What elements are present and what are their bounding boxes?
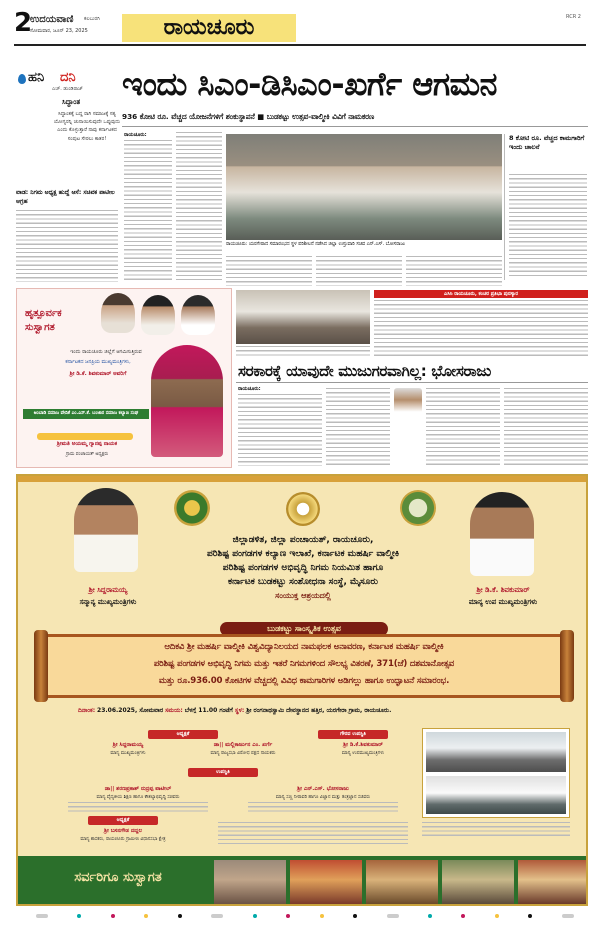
greeting-strip: ಅಂಬಾಡಿ ಸಮಾಜ ವೇದಿಕೆ ಎಂ.ಎಸ್.ಕೆ. ಬಂಜಾರ ಸಮಾಜ ಕಲ್ಯಾಣ ಸಂಘ — [23, 409, 149, 419]
org-line-2: ಪರಿಶಿಷ್ಟ ಪಂಗಡಗಳ ಕಲ್ಯಾಣ ಇಲಾಖೆ, ಕರ್ನಾಟಕ ಮಹರ್ಷಿ ವಾಲ್ಮೀಕಿ — [206, 549, 400, 559]
venue-value: ಶ್ರೀ ರಂಗನಾಥಸ್ವಾಮಿ ದೇವಸ್ಥಾನದ ಹತ್ತಿರ, ಯರಗೇರಾ ಗ್ರಾಮ, ರಾಯಚೂರು. — [246, 707, 392, 714]
p1-name: ಶ್ರೀ ಸಿದ್ದರಾಮಯ್ಯ — [112, 742, 144, 748]
tag-presence: ಉಪಸ್ಥಿತಿ — [188, 768, 258, 777]
strip-photo-3 — [366, 860, 438, 904]
lead-subhead: 936 ಕೋಟಿ ರೂ. ವೆಚ್ಚದ ಯೋಜನೆಗಳಿಗೆ ಶಂಕುಸ್ಥಾಪನೆ ■ ಬುಡಕಟ್ಟು ಉತ್ಸವ-ವಾಲ್ಮೀಕಿ ವಿವಿಗೆ ನಾಮಕರಣ — [122, 112, 375, 121]
strip-photo-2 — [290, 860, 362, 904]
p5-name: ಶ್ರೀ ಎನ್.ಎಸ್. ಭೋಸರಾಜು — [297, 786, 349, 792]
greeting-line-1: ಇಂದು ರಾಯಚೂರು ಜಿಲ್ಲೆಗೆ ಆಗಮಿಸುತ್ತಿರುವ — [70, 349, 142, 355]
page-code: RCR 2 — [566, 14, 581, 20]
lead-body-col-5 — [406, 256, 502, 286]
time-value: ಬೆಳಗ್ಗೆ 11.00 ಗಂಟೆಗೆ — [184, 707, 233, 714]
hani-dani-box — [16, 70, 121, 190]
second-body-col-4 — [504, 388, 588, 466]
greeting-line-3: ಶ್ರೀ ಡಿ.ಕೆ. ಶಿವಕುಮಾರ್ ಅವರಿಗೆ — [69, 371, 127, 377]
festival-banner: ಬುಡಕಟ್ಟು ಸಾಂಸ್ಕೃತಿಕ ಉತ್ಸವ — [220, 622, 388, 636]
leader-photo-1 — [101, 293, 135, 333]
paper-name: ಉದಯವಾಣಿ — [30, 14, 74, 25]
greeting-tag — [37, 433, 133, 440]
lead-body-col-2 — [176, 132, 222, 282]
strip-photo-4 — [442, 860, 514, 904]
p2-name: ಡಾ|| ಮಲ್ಲಿಕಾರ್ಜುನ ಎಂ. ಖರ್ಗೆ — [213, 742, 273, 748]
p4-title: ಮಾನ್ಯ ವೈದ್ಯಕೀಯ ಶಿಕ್ಷಣ ಹಾಗೂ ಕೌಶಲ್ಯಾಭಿವೃದ್ಧಿ ಸಚಿವರು — [96, 795, 180, 800]
p3-name: ಶ್ರೀ ಡಿ.ಕೆ.ಶಿವಕುಮಾರ್ — [343, 742, 383, 748]
poem-title: ಸಿದ್ಧಾಂತ — [62, 98, 81, 106]
dcm-photo — [470, 492, 534, 576]
p6-extra — [218, 822, 408, 844]
event-details — [78, 706, 558, 716]
tag-chief: ಅಧ್ಯಕ್ಷತೆ — [148, 730, 218, 739]
short-story-body — [16, 210, 118, 282]
short-story-headline: ವಾಡ: ನಿಗಮ ಅಧ್ಯಕ್ಷ ಹುದ್ದೆ ಆಸೆ: ಸಚಿವಕ ಪಾಟೀಲ ಆಗ್ರಹ — [16, 189, 115, 205]
dcm-title: ಮಾನ್ಯ ಉಪ ಮುಖ್ಯಮಂತ್ರಿಗಳು — [468, 598, 538, 606]
masthead — [0, 0, 600, 48]
lead-headline: ಇಂದು ಸಿಎಂ-ಡಿಸಿಎಂ-ಖರ್ಗೆ ಆಗಮನ — [122, 65, 497, 103]
big-ad — [16, 474, 588, 906]
second-headline: ಸರಕಾರಕ್ಕೆ ಯಾವುದೇ ಮುಜುಗರವಾಗಿಲ್ಲ: ಭೋಸರಾಜು — [238, 362, 491, 380]
short-story — [16, 188, 118, 284]
registration-marks — [36, 914, 576, 920]
dani-title: ದನಿ — [60, 70, 76, 85]
group-photo-caption — [236, 346, 370, 356]
p5-title: ಮಾನ್ಯ ಸಣ್ಣ ನೀರಾವರಿ ಹಾಗೂ ವಿಜ್ಞಾನ ಮತ್ತು ತಂತ್ರಜ್ಞಾನ ಸಚಿವರು — [275, 795, 371, 800]
second-rule — [236, 382, 588, 383]
leader-photo-2 — [141, 295, 175, 335]
masthead-rule — [14, 44, 586, 46]
second-body-col-3 — [426, 388, 500, 466]
p6-name: ಶ್ರೀ ಬಸನಗೌಡ ದದ್ದಲ — [103, 828, 143, 834]
p1-title: ಮಾನ್ಯ ಮುಖ್ಯಮಂತ್ರಿಗಳು — [110, 751, 146, 756]
lead-body-col-4 — [316, 256, 402, 286]
side-box-body — [509, 174, 587, 276]
p6-title: ಮಾನ್ಯ ಶಾಸಕರು, ರಾಯಚೂರು ಗ್ರಾಮೀಣ ವಿಧಾನಸಭಾ ಕ್ಷೇತ್ರ — [80, 837, 166, 842]
drop-icon — [18, 74, 26, 84]
lead-photo — [226, 134, 502, 240]
strip-photo-1 — [214, 860, 286, 904]
emblem-center-icon — [286, 492, 320, 526]
tag-chair: ಅಧ್ಯಕ್ಷತೆ — [88, 816, 158, 825]
minister-photo — [394, 388, 422, 422]
lead-body-col-1 — [124, 140, 172, 282]
cm-name: ಶ್ರೀ ಸಿದ್ದರಾಮಯ್ಯ — [88, 586, 128, 594]
greeting-line-2: ಕರ್ನಾಟಕದ ಜನಪ್ರಿಯ ಮುಖ್ಯಮಂತ್ರಿಗಳು, — [65, 359, 131, 365]
greeting-ad — [16, 288, 232, 468]
event-photo-2 — [426, 776, 566, 814]
leader-photo-3 — [181, 295, 215, 335]
date-value: 23.06.2025, ಸೋಮವಾರ — [97, 707, 164, 714]
greeting-footer-sub: ಗ್ರಾಮ ಪಂಚಾಯತ್ ಅಧ್ಯಕ್ಷರು — [65, 452, 109, 457]
second-body-col-2 — [326, 388, 390, 466]
lead-photo-caption: ರಾಯಚೂರು: ಯರಗೇರಾದ ಸಮಾರಂಭದ ಸ್ಥಳ ಪರಿಶೀಲನೆ ನಡೆಸಿದ ಜಿಲ್ಲಾ ಉಸ್ತುವಾರಿ ಸಚಿವ ಎನ್.ಎಸ್. ಬೋಸರಾಜು — [226, 242, 406, 247]
hani-title: ಹನಿ — [28, 70, 45, 85]
issue-date: ಸೋಮವಾರ, ಜೂನ್ 23, 2025 — [30, 28, 88, 34]
greeting-title: ಹೃತ್ಪೂರ್ವಕ ಸುಸ್ವಾಗತ — [25, 308, 62, 333]
p4-name: ಡಾ|| ಶರಣಪ್ರಕಾಶ್ ರುದ್ರಪ್ಪ ಪಾಟೀಲ್ — [104, 786, 172, 792]
lead-body-col-3 — [226, 256, 312, 286]
org-line-3: ಪರಿಶಿಷ್ಟ ಪಂಗಡಗಳ ಅಭಿವೃದ್ಧಿ ನಿಗಮ ನಿಯಮಿತ ಹಾಗೂ — [222, 563, 384, 573]
strip-photo-5 — [518, 860, 586, 904]
greeting-footer-name: ಶ್ರೀಮತಿ ಅಯಮ್ಮ ಗ್ಯಾನಪ್ಪ ನಾಯಕ — [56, 441, 118, 447]
woman-photo — [151, 345, 223, 457]
lead-dateline: ರಾಯಚೂರು: — [124, 132, 147, 138]
p2-title: ಮಾನ್ಯ ರಾಜ್ಯಸಭಾ ವಿರೋಧ ಪಕ್ಷದ ನಾಯಕರು — [210, 751, 276, 756]
second-body-col-1 — [238, 394, 322, 466]
venue-label: ಸ್ಥಳ: — [234, 707, 245, 714]
hani-byline: ಎಚ್. ಡುಂಡಿರಾಜ್ — [52, 86, 83, 92]
scroll-line-3: ಮತ್ತು ರೂ.936.00 ಕೋಟಿಗಳ ವೆಚ್ಚದಲ್ಲಿ ವಿವಿಧ ಕಾಮಗಾರಿಗಳ ಅಡಿಗಲ್ಲು ಹಾಗೂ ಉದ್ಘಾಟನೆ ಸಮಾರಂಭ. — [158, 676, 450, 686]
scroll-end-right — [560, 630, 574, 702]
scroll-end-left — [34, 630, 48, 702]
section-banner: ರಾಯಚೂರು — [122, 14, 296, 42]
page-number: 2 — [14, 8, 33, 38]
edition-name: ಕಲಬುರಗಿ — [84, 16, 100, 22]
time-label: ಸಮಯ: — [165, 707, 183, 714]
dcm-name: ಶ್ರೀ ಡಿ.ಕೆ. ಶಿವಕುಮಾರ್ — [476, 586, 530, 594]
group-photo — [236, 290, 370, 344]
p5-extra — [248, 802, 398, 812]
org-line-1: ಜಿಲ್ಲಾಡಳಿತ, ಜಿಲ್ಲಾ ಪಂಚಾಯತ್, ರಾಯಚೂರು, — [232, 535, 374, 545]
org-line-4: ಕರ್ನಾಟಕ ಬುಡಕಟ್ಟು ಸಂಶೋಧನಾ ಸಂಸ್ಥೆ, ಮೈಸೂರು — [227, 577, 379, 587]
red-strip-body — [374, 300, 588, 356]
emblem-left-icon — [174, 490, 210, 526]
scroll-line-1: ಆದಿಕವಿ ಶ್ರೀ ಮಹರ್ಷಿ ವಾಲ್ಮೀಕಿ ವಿಶ್ವವಿದ್ಯಾನಿಲಯದ ನಾಮಫಲಕ ಅನಾವರಣ, ಕರ್ನಾಟಕ ಮಹರ್ಷಿ ವಾಲ್ಮೀಕಿ — [164, 642, 444, 652]
scroll-line-2: ಪರಿಶಿಷ್ಟ ಪಂಗಡಗಳ ಅಭಿವೃದ್ಧಿ ನಿಗಮ ಮತ್ತು ಇತರೆ ನಿಗಮಗಳಿಂದ ಸೌಲಭ್ಯ ವಿತರಣೆ, 371(ಜೆ) ದಶಮಾನೋತ್ಸವ — [153, 659, 455, 669]
lead-rule — [122, 126, 588, 127]
ad-footer: ಸರ್ವರಿಗೂ ಸುಸ್ವಾಗತ — [74, 870, 162, 885]
event-photo-1 — [426, 732, 566, 772]
poem-text: ಸಿದ್ಧಾಂತಕ್ಕೆ ಬದ್ಧ ರಾಗಿ ಸಮಾಜಕ್ಕೆ ಸತ್ಯ ಯೋಗ್ಯರನ್ನಿ ಚುನಾಯಿಸುವುದೇ ಒಪ್ಪುವುದು ಎಂದು ಕೊಳ್ಳುತ್ತಾರೆ ನಾವು ಕರ್ನಾಟಕದ ಸಂಪುಟ ಸೇರಲು ಕಾತರ! — [53, 111, 121, 142]
p3-title: ಮಾನ್ಯ ಉಪಮುಖ್ಯಮಂತ್ರಿಗಳು — [341, 751, 385, 756]
ad-top-band — [18, 476, 588, 482]
p4-extra — [68, 802, 208, 812]
red-strip: ಎಸಿಸಿ ರಾಯಚೂರು, ಕಂಚರ ಪ್ರತಿಭಾ ಪುರಸ್ಕಾರ — [374, 290, 588, 298]
org-line-5: ಸಂಯುಕ್ತ ಆಶ್ರಯದಲ್ಲಿ — [275, 591, 331, 600]
date-label: ದಿನಾಂಕ: — [78, 707, 96, 714]
tag-guest: ಗೌರವ ಉಪಸ್ಥಿತಿ — [318, 730, 388, 739]
side-box-headline: 8 ಕೋಟಿ ರೂ. ವೆಚ್ಚದ ಕಾಮಗಾರಿಗೆ ಇಂದು ಚಾಲನೆ — [509, 134, 585, 151]
second-dateline: ರಾಯಚೂರು: — [238, 386, 261, 392]
side-box — [504, 134, 588, 280]
cm-title: ಸನ್ಮಾನ್ಯ ಮುಖ್ಯಮಂತ್ರಿಗಳು — [79, 598, 137, 606]
event-photo-caption — [422, 822, 570, 836]
emblem-right-icon — [400, 490, 436, 526]
